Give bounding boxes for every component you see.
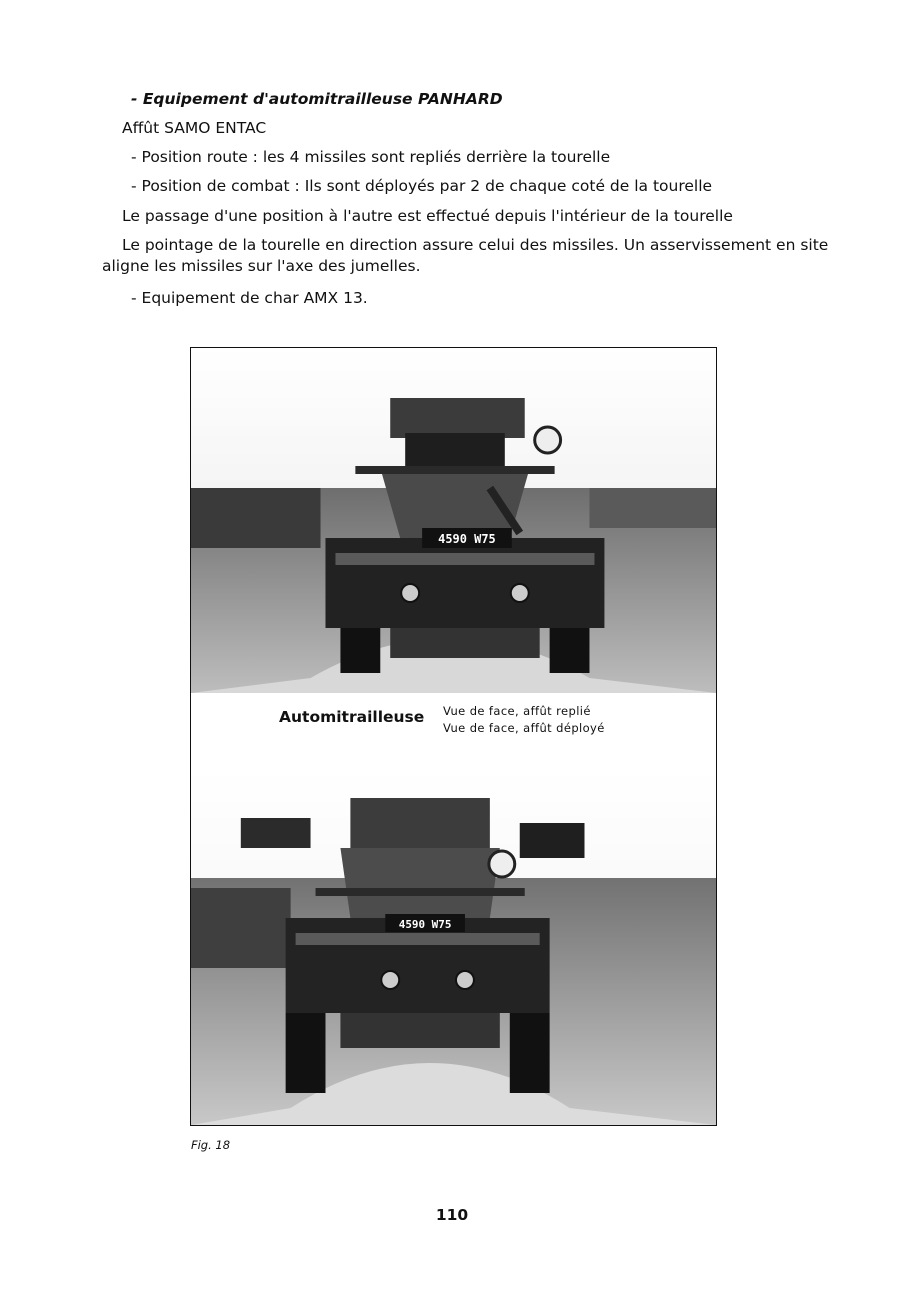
bullet-amx13: - Equipement de char AMX 13. (131, 289, 368, 307)
paragraph-pointage: Le pointage de la tourelle en direction assure celui des missiles. Un asservissement en site aligne les missiles sur l'axe des jumelles. (102, 236, 829, 275)
bottom-plate: 4590 W75 (398, 917, 452, 932)
bullet-position-combat: - Position de combat : Ils sont déployés par 2 de chaque coté de la tourelle (131, 177, 713, 195)
figure-frame (190, 347, 717, 1126)
paragraph-passage: Le passage d'une position à l'autre est effectué depuis l'intérieur de la tourelle (122, 207, 733, 225)
bullet-position-route: - Position route : les 4 missiles sont repliés derrière la tourelle (131, 148, 611, 166)
photo-folded-mount (191, 348, 716, 693)
caption-line-folded: Vue de face, affût replié (443, 704, 591, 718)
section-heading: - Equipement d'automitrailleuse PANHARD (131, 90, 503, 108)
figure-label: Fig. 18 (191, 1138, 231, 1152)
caption-title: Automitrailleuse (279, 708, 425, 726)
top-plate: 4590 W75 (438, 531, 496, 547)
caption-lines (443, 703, 605, 737)
page-number: 110 (435, 1206, 469, 1224)
subheading: Affût SAMO ENTAC (122, 119, 267, 137)
photo-deployed-mount (191, 768, 716, 1125)
caption-line-deployed: Vue de face, affût déployé (443, 721, 605, 735)
